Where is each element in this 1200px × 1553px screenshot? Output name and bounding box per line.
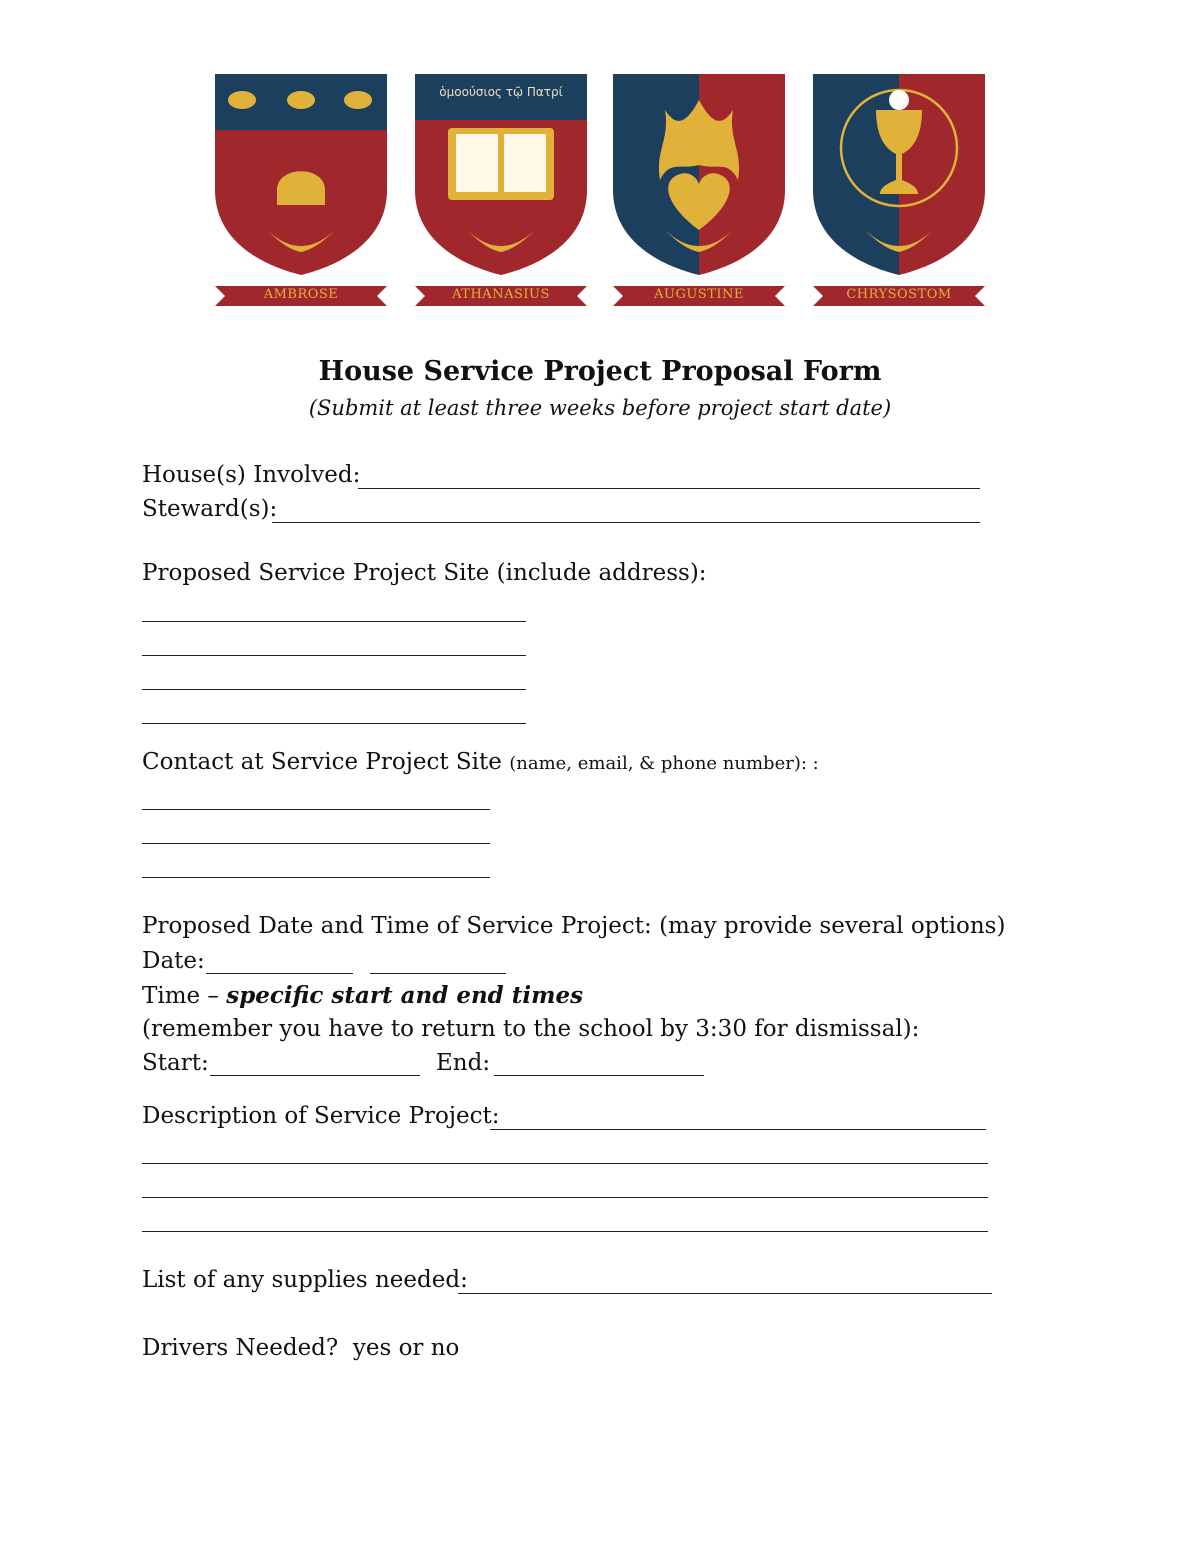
form-subtitle: (Submit at least three weeks before project start date) [308,396,892,420]
contact-field-3[interactable] [142,877,490,878]
dismissal-reminder: (remember you have to return to the school by 3:30 for dismissal): [142,1016,920,1042]
crest-athanasius-motto: ὁμοούσιος τῷ Πατρί [439,85,563,99]
site-label: Proposed Service Project Site (include address): [142,560,707,586]
drivers-question[interactable]: Drivers Needed? yes or no [142,1335,460,1361]
datetime-label: Proposed Date and Time of Service Project: (may provide several options) [142,913,1006,939]
date-field-1[interactable] [206,973,353,974]
supplies-label: List of any supplies needed: [142,1267,468,1293]
crest-athanasius [412,70,590,310]
description-field-2[interactable] [142,1163,988,1164]
houses-label: House(s) Involved: [142,462,361,488]
time-label: Time – [142,983,219,1009]
site-field-3[interactable] [142,689,526,690]
crest-chrysostom-label: CHRYSOSTOM [846,287,952,302]
augustine-shield-icon [610,70,788,310]
house-crests [212,70,990,310]
end-field[interactable] [494,1075,704,1076]
description-field-4[interactable] [142,1231,988,1232]
crest-ambrose-label: AMBROSE [263,287,339,302]
chrysostom-shield-icon [810,70,988,310]
contact-field-2[interactable] [142,843,490,844]
start-field[interactable] [210,1075,420,1076]
crest-augustine [610,70,788,310]
stewards-field[interactable] [272,522,980,523]
crest-augustine-label: AUGUSTINE [654,287,744,302]
crest-athanasius-label: ATHANASIUS [452,287,550,302]
stewards-label: Steward(s): [142,496,278,522]
contact-label-row [142,749,819,775]
start-label: Start: [142,1050,209,1076]
description-field-1[interactable] [490,1129,986,1130]
contact-hint: (name, email, & phone number): : [509,753,819,774]
time-hint: specific start and end times [226,982,584,1009]
contact-field-1[interactable] [142,809,490,810]
description-field-3[interactable] [142,1197,988,1198]
date-label: Date: [142,948,205,974]
contact-label: Contact at Service Project Site [142,749,502,775]
ambrose-shield-icon [212,70,390,310]
description-label: Description of Service Project: [142,1103,500,1129]
site-field-1[interactable] [142,621,526,622]
crest-chrysostom [810,70,988,310]
site-field-4[interactable] [142,723,526,724]
houses-field[interactable] [358,488,980,489]
end-label: End: [436,1050,491,1076]
site-field-2[interactable] [142,655,526,656]
time-label-row [142,982,583,1009]
supplies-field[interactable] [458,1293,992,1294]
date-field-2[interactable] [370,973,506,974]
form-title: House Service Project Proposal Form [318,356,882,387]
athanasius-shield-icon [412,70,590,310]
crest-ambrose [212,70,390,310]
